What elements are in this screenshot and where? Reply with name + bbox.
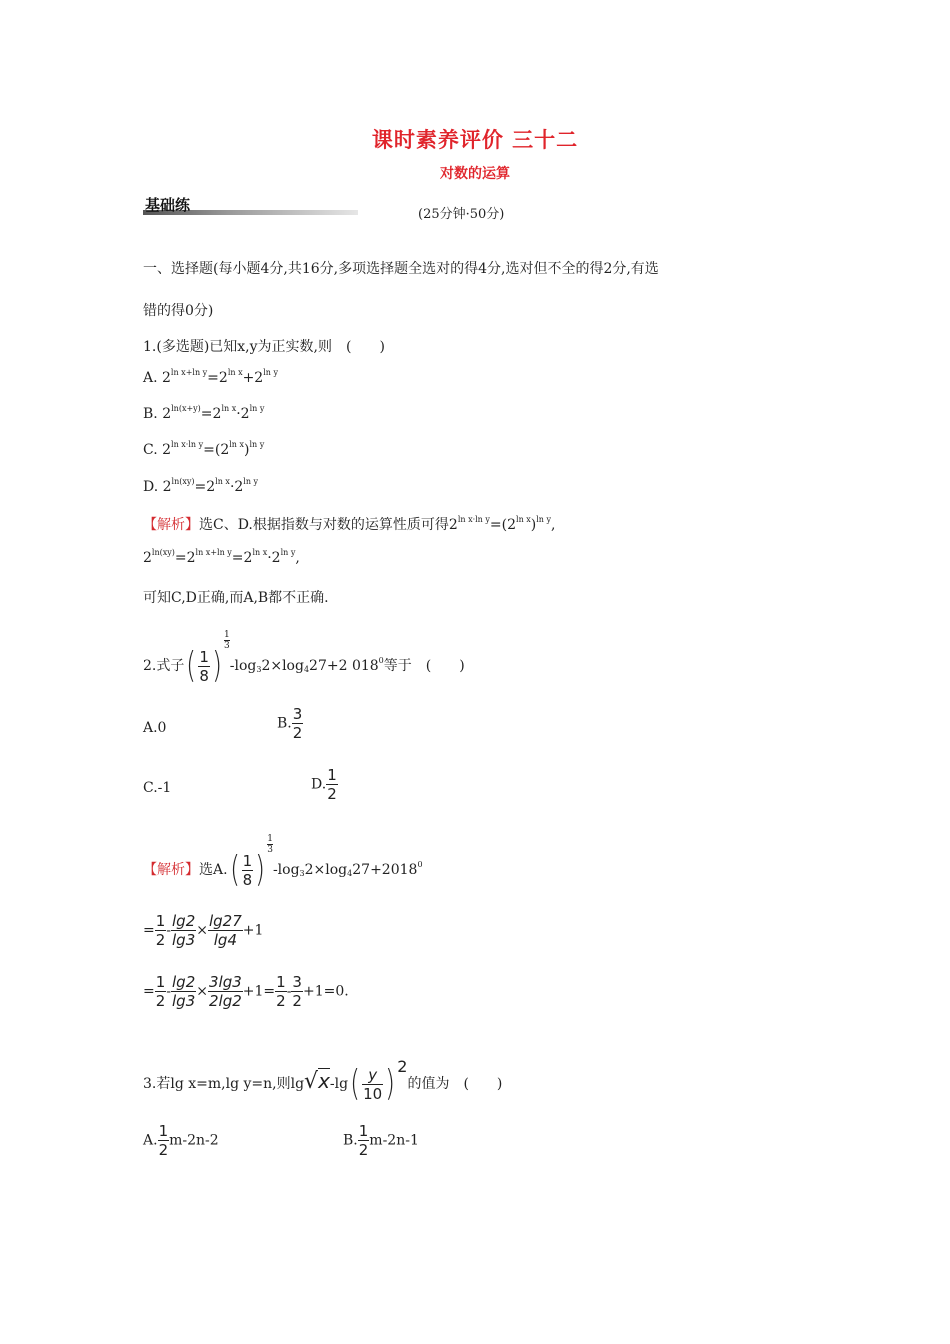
q1-analysis-line2: $2^{ln(xy)}=2^{ln x+ln y}=2^{ln x}\cdot 2^{ln y}$,: [143, 548, 300, 566]
q2-option-b-label: B.: [277, 715, 292, 732]
q1-analysis-line3: 可知C,D正确,而A,B都不正确.: [143, 590, 329, 606]
q1-option-a: A. $2^{ln x+ln y}=2^{ln x}+2^{ln y}$: [143, 368, 278, 386]
q2-option-d: D. $\frac{1}{2}$: [311, 766, 337, 803]
q2-option-a: A.0: [143, 720, 167, 736]
section-banner: [143, 194, 358, 216]
q1-option-d: D. $2^{ln(xy)}=2^{ln x}\cdot 2^{ln y}$: [143, 477, 259, 495]
part-heading-line1: 一、选择题(每小题4分,共16分,多项选择题全选对的得4分,选对但不全的得2分,有选: [143, 261, 659, 277]
q1-analysis-line1: 【解析】选C、D.根据指数与对数的运算性质可得$2^{ln x\cdot ln y}=(2^{ln x})^{ln y}$,: [143, 515, 556, 533]
q2-stem: 2.式子( $\frac{1}{8}$ ) $\frac{1}{3}$ $-\log_32\times\log_427+2$ $018^0$等于 ( ): [143, 630, 465, 686]
fraction-one-eighth: $\frac{1}{8}$: [199, 647, 209, 685]
q2-analysis-line1: 【解析】选A.( $\frac{1}{8}$ ) $\frac{1}{3}$ $-\log_32\times\log_427+2018^0$: [143, 834, 423, 890]
q2-result: =0.: [323, 983, 349, 1000]
q2-analysis-line3: = $\frac{1}{2}$ - $\frac{\lg 2}{\lg 3}$ × $\frac{3\lg 3}{2\lg 2}$ +1= $\frac{1}{2}$ - $\frac{3}{2}$ +1=0.: [143, 973, 349, 1010]
q2-option-d-label: D.: [311, 776, 327, 793]
timing-note: (25分钟·50分): [418, 207, 505, 222]
q3-option-a-label: A.: [143, 1132, 158, 1149]
q2-analysis-line2: = $\frac{1}{2}$ - $\frac{\lg 2}{\lg 3}$ × $\frac{\lg 27}{\lg 4}$ +1: [143, 912, 264, 949]
q1-option-c: C. $2^{ln x\cdot ln y}=(2^{ln x})^{ln y}$: [143, 440, 265, 458]
section-label: 基础练: [145, 196, 191, 214]
q2-analysis-prefix: 选A.: [199, 862, 228, 878]
q3-option-b: B. $\frac{1}{2}$ m-2n-1: [343, 1122, 419, 1159]
analysis-tag: 【解析】: [143, 517, 199, 533]
q3-stem-prefix: 3.若lg x=m,lg y=n,则lg: [143, 1076, 305, 1092]
q3-option-a-tail: m-2n-2: [169, 1132, 219, 1149]
part-heading-line2: 错的得0分): [143, 303, 214, 319]
page-title: 课时素养评价 三十二: [371, 128, 579, 152]
q2-option-b: B. $\frac{3}{2}$: [277, 705, 303, 742]
q3-stem-suffix: 的值为 ( ): [407, 1076, 503, 1092]
q1-analysis-text: 选C、D.根据指数与对数的运算性质可得: [199, 517, 449, 533]
q1-stem: 1.(多选题)已知x,y为正实数,则 ( ): [143, 339, 385, 355]
q2-stem-suffix: 等于 ( ): [383, 658, 465, 674]
q3-option-a: A. $\frac{1}{2}$ m-2n-2: [143, 1122, 219, 1159]
analysis-tag: 【解析】: [143, 862, 199, 878]
page-subtitle: 对数的运算: [440, 166, 510, 182]
q2-option-c: C.-1: [143, 780, 172, 796]
q2-stem-prefix: 2.式子: [143, 658, 185, 674]
q1-option-b: B. $2^{ln(x+y)}=2^{ln x}\cdot 2^{ln y}$: [143, 404, 265, 422]
q3-option-b-label: B.: [343, 1132, 358, 1149]
q3-stem: 3.若lg x=m,lg y=n,则lg√x-lg( $\frac{y}{10}$ ) 2的值为 ( ): [143, 1057, 503, 1104]
q3-option-b-tail: m-2n-1: [369, 1132, 419, 1149]
